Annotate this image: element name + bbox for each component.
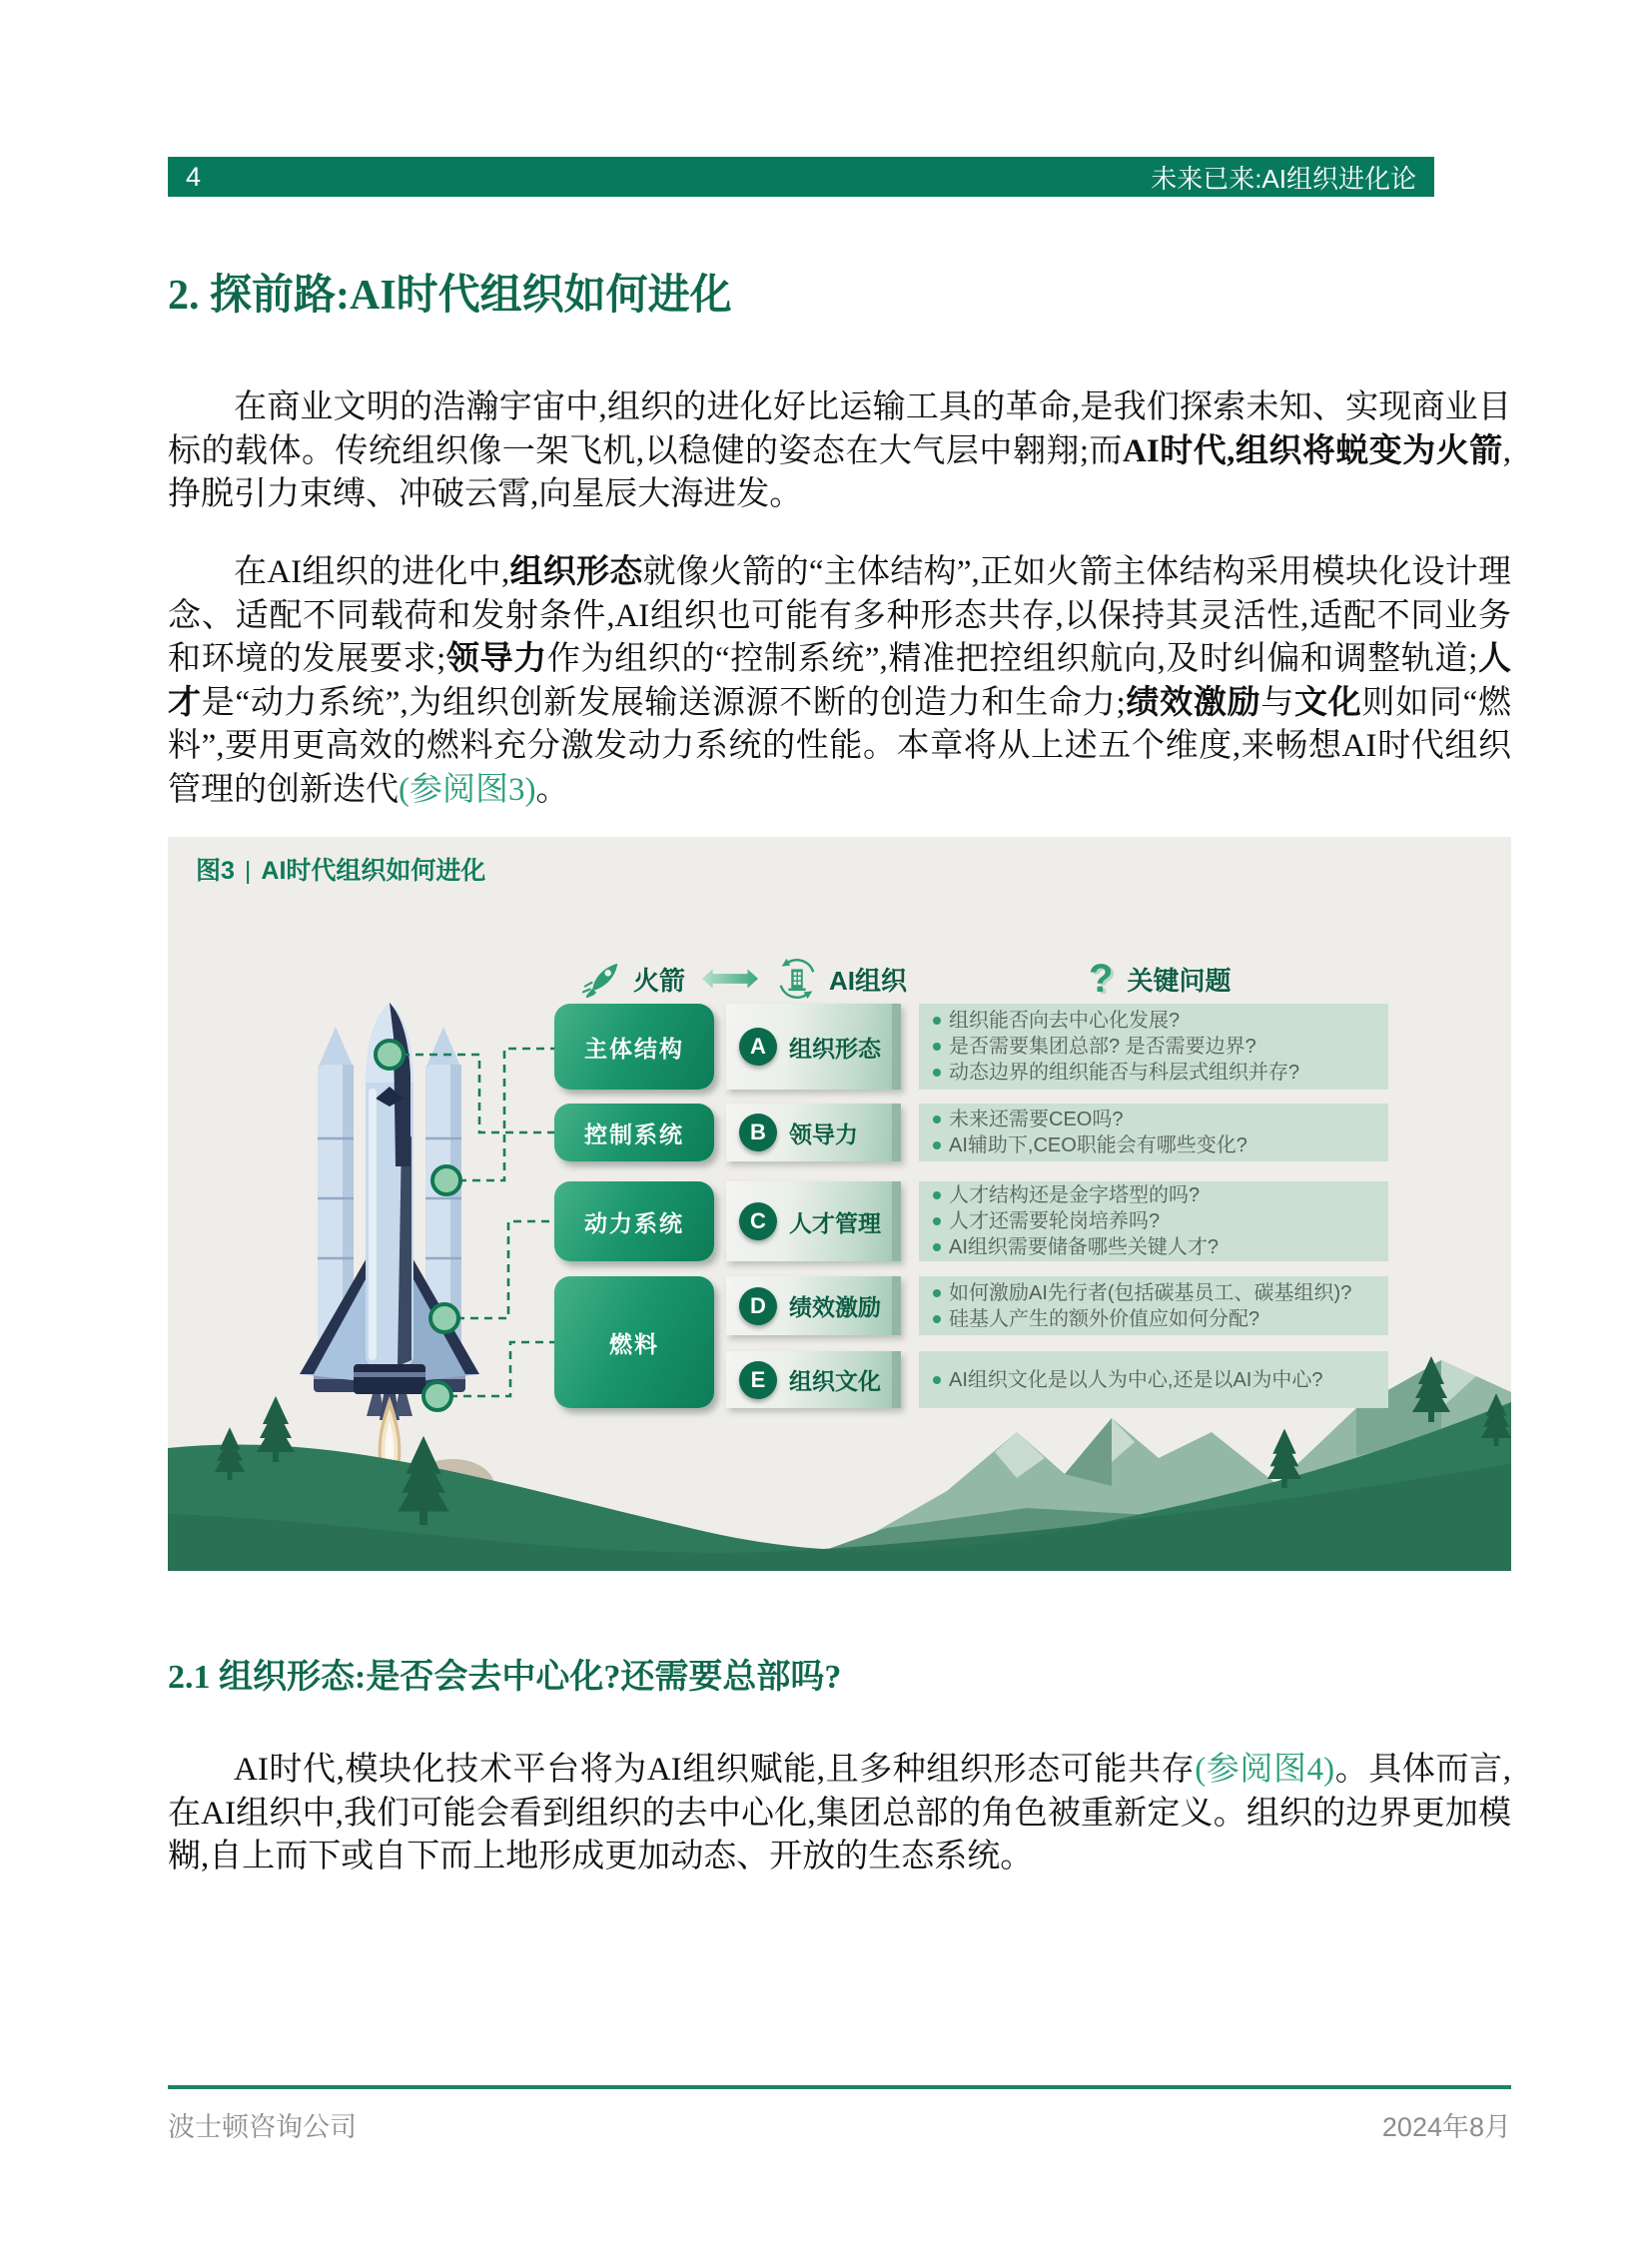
figure-question-item [933,1208,1380,1234]
figure-question-text: AI组织文化是以人为中心,还是以AI为中心? [949,1368,1323,1391]
figure-dimension-box [726,1004,901,1090]
figure-dimension-label: 组织形态 [789,1035,881,1062]
figure-questions-box [919,1276,1388,1335]
figure-system-box [554,1004,714,1090]
figure-letter-badge: D [739,1287,777,1325]
legend-questions-label: 关键问题 [1127,965,1232,996]
figure-dimension-box [726,1351,901,1408]
figure-question-text: 是否需要集团总部? 是否需要边界? [949,1036,1256,1058]
text-run: 作为组织的“控制系统”,精准把控组织航向,及时纠偏和调整轨道; [546,641,1478,677]
figure-dimension-box [726,1181,901,1261]
figure-dimension-label: 领导力 [789,1120,858,1147]
figure-system-box [554,1181,714,1261]
bullet-icon [933,1043,941,1051]
page-footer [168,2105,1511,2144]
bullet-icon [933,1069,941,1077]
figure-system-box [554,1276,714,1408]
figure-questions-box [919,1104,1388,1161]
figure-question-item [933,1107,1380,1132]
figure-question-item [933,1060,1380,1086]
legend-rocket-label: 火箭 [633,965,686,996]
figure-reference-link[interactable]: (参阅图3) [399,771,536,808]
bullet-icon [933,1191,941,1199]
bold-text-run: AI时代,组织将蜕变为火箭 [1122,432,1503,469]
text-run: 与 [1260,684,1295,721]
page-header-bar [168,157,1434,197]
footer-divider [168,2085,1511,2089]
figure-system-label: 主体结构 [584,1035,684,1062]
legend-org-label: AI组织 [829,965,908,996]
figure-question-item [933,1306,1380,1332]
figure-question-item [933,1132,1380,1158]
text-run: 在商业文明的浩瀚宇宙中,组织的进化好比运输工具的革命,是我们探索未知、实现商业目标的载体。传统组织像一架飞机,以稳健的姿态在大气层中翱翔;而 [168,389,1511,469]
figure-dimension-label: 绩效激励 [789,1294,881,1320]
paragraph-3 [168,1749,1511,1879]
figure-system-label: 动力系统 [584,1209,684,1236]
figure-question-text: 动态边界的组织能否与科层式组织并存? [949,1062,1300,1084]
figure-questions-box [919,1004,1388,1090]
figure-question-text: 如何激励AI先行者(包括碳基员工、碳基组织)? [949,1281,1352,1304]
bold-text-run: 领导力 [445,641,547,677]
bullet-icon [933,1315,941,1323]
figure-question-item [933,1034,1380,1060]
bullet-icon [933,1141,941,1149]
section-2-heading: 2. 探前路:AI时代组织如何进化 [168,273,732,319]
figure-reference-link[interactable]: (参阅图4) [1195,1752,1335,1788]
footer-date: 2024年8月 [1381,2112,1511,2142]
figure-question-text: 人才结构还是金字塔型的吗? [949,1184,1201,1206]
figure-system-label: 控制系统 [584,1120,684,1147]
paragraph-2 [168,551,1511,812]
text-run: 。具体而言,在AI组织中,我们可能会看到组织的去中心化,集团总部的角色被重新定义。组织的边界更加模糊,自上而下或自下而上地形成更加动态、开放的生态系统。 [168,1752,1511,1874]
figure-dimension-label: 人才管理 [789,1209,881,1236]
figure-3-exhibit [168,837,1511,1571]
bullet-icon [933,1116,941,1123]
section-2-1-heading: 2.1 组织形态:是否会去中心化?还需要总部吗? [168,1659,842,1696]
figure-question-text: 未来还需要CEO吗? [949,1109,1124,1130]
text-run: 是“动力系统”,为组织创新发展输送源源不断的创造力和生命力; [201,684,1126,721]
figure-title [196,851,485,887]
bold-text-run: 人才 [168,641,1512,721]
double-arrow-icon [701,966,759,992]
figure-letter-badge: B [739,1114,777,1151]
figure-question-text: AI组织需要储备哪些关键人才? [949,1236,1220,1258]
bold-text-run: 组织形态 [509,554,643,590]
figure-mapping-table [168,837,1511,1571]
figure-dimension-label: 组织文化 [789,1368,881,1394]
figure-label: 图3 [196,857,235,885]
figure-questions-box [919,1351,1388,1408]
figure-system-label: 燃料 [609,1330,659,1357]
text-run: 就像火箭的“主体结构”,正如火箭主体结构采用模块化设计理念、适配不同载荷和发射条件,AI组织也可能有多种形态共存,以保持其灵活性,适配不同业务和环境的发展要求; [168,554,1512,677]
figure-question-text: 人才还需要轮岗培养吗? [949,1210,1161,1232]
footer-company: 波士顿咨询公司 [168,2112,357,2142]
figure-questions-box [919,1181,1388,1261]
building-cycle-icon [775,957,819,1001]
bullet-icon [933,1243,941,1251]
figure-question-text: AI辅助下,CEO职能会有哪些变化? [949,1134,1247,1156]
figure-title-divider: | [244,857,252,885]
figure-legend-right [1089,955,1231,1003]
figure-question-text: 硅基人产生的额外价值应如何分配? [949,1307,1260,1330]
figure-question-item [933,1182,1380,1208]
figure-legend-left [581,955,907,1003]
figure-question-text: 组织能否向去中心化发展? [949,1010,1181,1032]
bullet-icon [933,1217,941,1225]
page-number: 4 [186,161,202,192]
figure-question-item [933,1367,1380,1393]
text-run: ,挣脱引力束缚、冲破云霄,向星辰大海进发。 [168,432,1511,512]
bullet-icon [933,1376,941,1384]
question-mark-icon: ? [1089,957,1114,1001]
figure-question-item [933,1234,1380,1260]
rocket-icon [581,958,623,1000]
figure-question-item [933,1008,1380,1034]
text-run: 则如同“燃料”,要用更高效的燃料充分激发动力系统的性能。本章将从上述五个维度,来畅想AI时代组织管理的创新迭代 [168,684,1512,808]
figure-letter-badge: E [739,1361,777,1399]
text-run: AI时代,模块化技术平台将为AI组织赋能,且多种组织形态可能共存 [234,1752,1196,1788]
figure-letter-badge: A [739,1028,777,1066]
bold-text-run: 文化 [1294,684,1362,721]
figure-title-text: AI时代组织如何进化 [261,857,486,885]
figure-letter-badge: C [739,1202,777,1240]
figure-system-box [554,1104,714,1161]
figure-question-item [933,1280,1380,1306]
bullet-icon [933,1289,941,1297]
text-run: 。 [535,771,569,808]
bullet-icon [933,1017,941,1025]
bold-text-run: 绩效激励 [1125,684,1261,721]
document-title: 未来已来:AI组织进化论 [1151,163,1416,194]
figure-dimension-box [726,1104,901,1161]
paragraph-1 [168,386,1511,517]
text-run: 在AI组织的进化中, [234,554,510,590]
figure-dimension-box [726,1276,901,1335]
